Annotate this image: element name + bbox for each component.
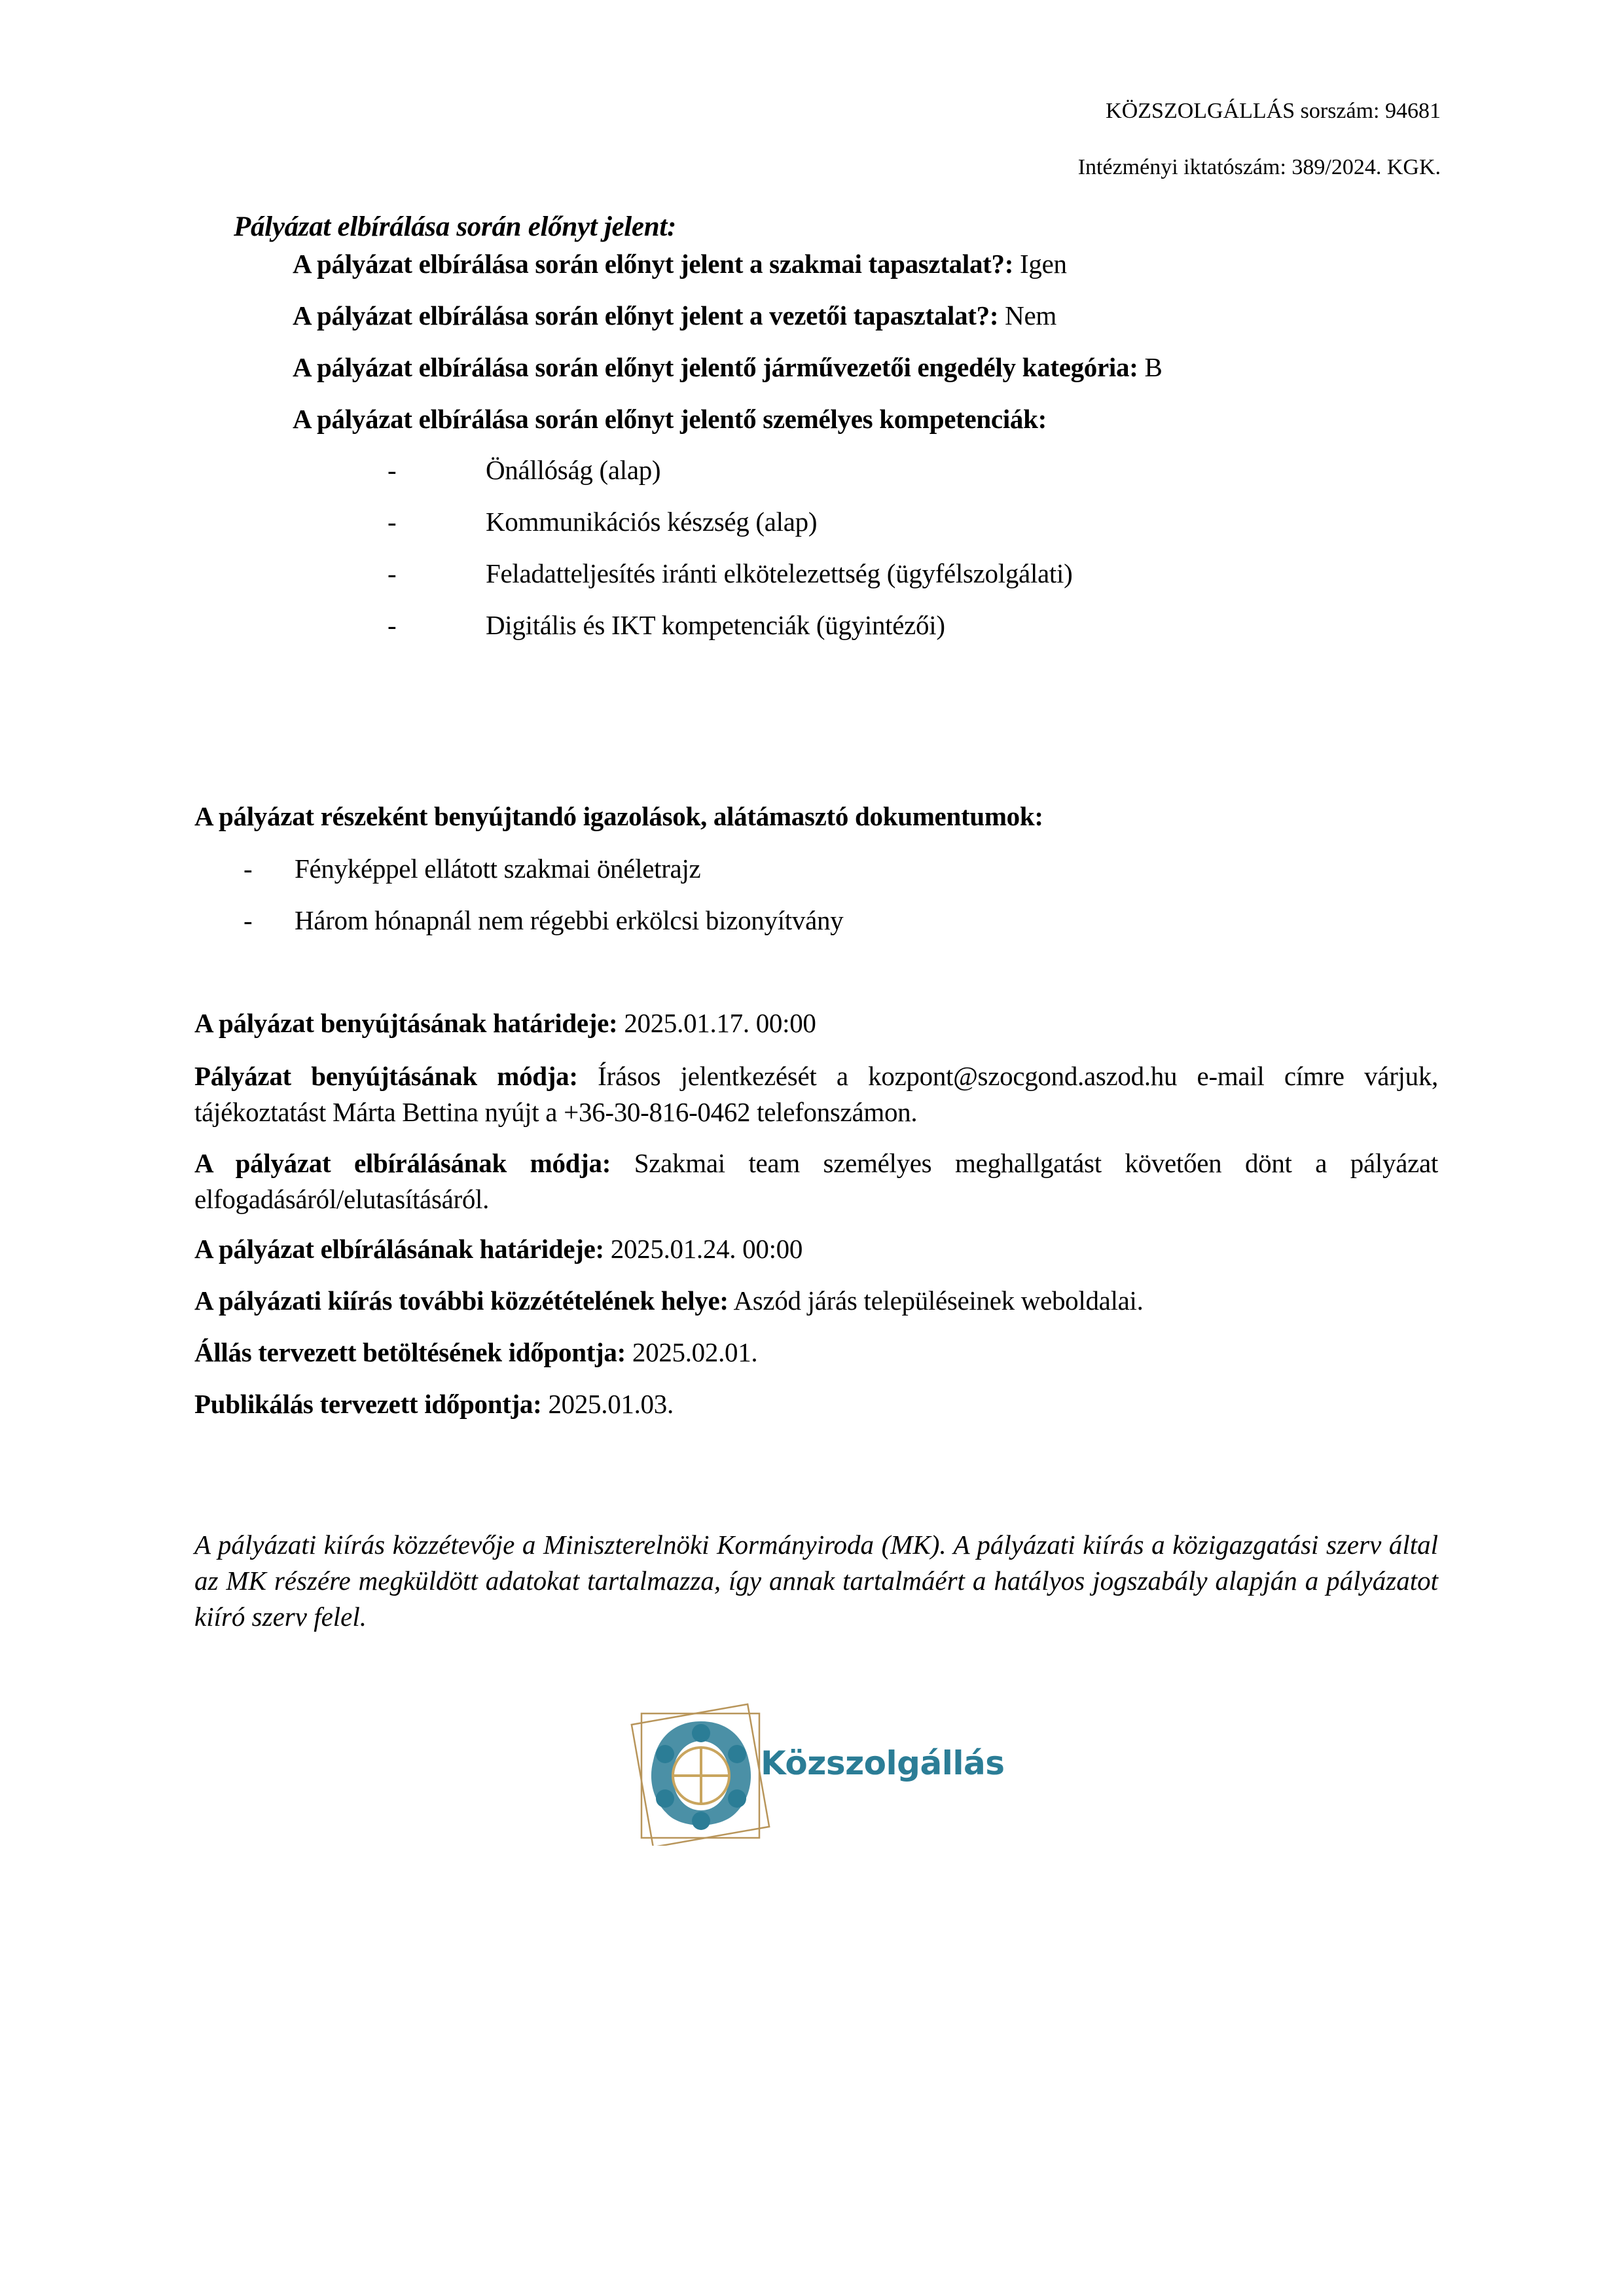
advantage-item — [293, 299, 1056, 332]
advantage-item — [293, 351, 1163, 384]
advantages-title: Pályázat elbírálása során előnyt jelent: — [234, 211, 676, 242]
field-label: A pályázat benyújtásának határideje: — [194, 1008, 618, 1038]
competency-text: Önállóság (alap) — [486, 455, 661, 485]
competency-item — [388, 505, 817, 538]
field-value: 2025.01.03. — [541, 1389, 674, 1419]
field-label: Állás tervezett betöltésének időpontja: — [194, 1337, 626, 1367]
publication-place — [194, 1284, 1144, 1317]
field-value: 2025.02.01. — [625, 1337, 758, 1367]
logo-puzzle-circle — [673, 1748, 729, 1804]
field-label: A pályázat elbírálásának módja: — [194, 1148, 611, 1178]
bullet-dash: - — [388, 610, 397, 640]
bullet-dash: - — [244, 905, 253, 935]
field-value: Szakmai team személyes meghallgatást követően dönt a pályázat elfogadásáról/elutasításáról. — [194, 1148, 1438, 1214]
bullet-dash: - — [388, 507, 397, 537]
logo-wordmark: Közszolgállás — [761, 1744, 1005, 1782]
advantage-label: A pályázat elbírálása során előnyt jelent a vezetői tapasztalat?: — [293, 300, 999, 331]
competency-text: Kommunikációs készség (alap) — [486, 507, 818, 537]
advantage-label: A pályázat elbírálása során előnyt jelentő járművezetői engedély kategória: — [293, 352, 1138, 382]
document-item — [244, 904, 843, 937]
document-text: Három hónapnál nem régebbi erkölcsi bizonyítvány — [295, 905, 844, 935]
bullet-dash: - — [244, 853, 253, 884]
competency-item — [388, 609, 945, 641]
advantage-value: Igen — [1013, 249, 1067, 279]
serial-number: KÖZSZOLGÁLLÁS sorszám: 94681 — [1106, 99, 1441, 123]
document-text: Fényképpel ellátott szakmai önéletrajz — [295, 853, 701, 884]
competency-text: Digitális és IKT kompetenciák (ügyintézői) — [486, 610, 945, 640]
competency-item — [388, 557, 1072, 590]
advantage-value: Nem — [998, 300, 1056, 331]
disclaimer-text: A pályázati kiírás közzétevője a Miniszterelnöki Kormányiroda (MK). A pályázati kiírás a közigazgatási szerv által az MK részére megküldött adatokat tartalmazza, így annak tartalmáért a hatályos jogszabály alapján a pályázatot kiíró szerv felel. — [194, 1530, 1438, 1632]
field-value: Aszód járás településeinek weboldalai. — [728, 1285, 1144, 1316]
field-label: Publikálás tervezett időpontja: — [194, 1389, 542, 1419]
publication-date — [194, 1388, 674, 1420]
advantage-label: A pályázat elbírálása során előnyt jelent a szakmai tapasztalat?: — [293, 249, 1014, 279]
field-value: 2025.01.17. 00:00 — [617, 1008, 816, 1038]
advantage-value: B — [1138, 352, 1163, 382]
registration-number: Intézményi iktatószám: 389/2024. KGK. — [1077, 155, 1441, 179]
bullet-dash: - — [388, 558, 397, 588]
field-value: Írásos jelentkezését a kozpont@szocgond.aszod.hu e-mail címre várjuk, tájékoztatást Márta Bettina nyújt a +36-30-816-0462 telefonszámon. — [194, 1061, 1438, 1127]
field-label: A pályázat elbírálásának határideje: — [194, 1234, 604, 1264]
documents-title: A pályázat részeként benyújtandó igazolások, alátámasztó dokumentumok: — [194, 801, 1043, 831]
competency-text: Feladatteljesítés iránti elkötelezettség (ügyfélszolgálati) — [486, 558, 1073, 588]
start-date — [194, 1336, 757, 1369]
advantage-label: A pályázat elbírálása során előnyt jelentő személyes kompetenciák: — [293, 404, 1047, 434]
bullet-dash: - — [388, 455, 397, 485]
field-label: Pályázat benyújtásának módja: — [194, 1061, 578, 1091]
competency-item — [388, 454, 660, 486]
submission-deadline — [194, 1007, 816, 1039]
document-item — [244, 852, 700, 885]
evaluation-deadline — [194, 1232, 803, 1265]
advantage-item — [293, 403, 1047, 435]
evaluation-mode — [194, 1145, 1438, 1217]
advantage-item — [293, 247, 1067, 280]
field-label: A pályázati kiírás további közzétételének helye: — [194, 1285, 729, 1316]
field-value: 2025.01.24. 00:00 — [604, 1234, 803, 1264]
submission-mode — [194, 1058, 1438, 1130]
